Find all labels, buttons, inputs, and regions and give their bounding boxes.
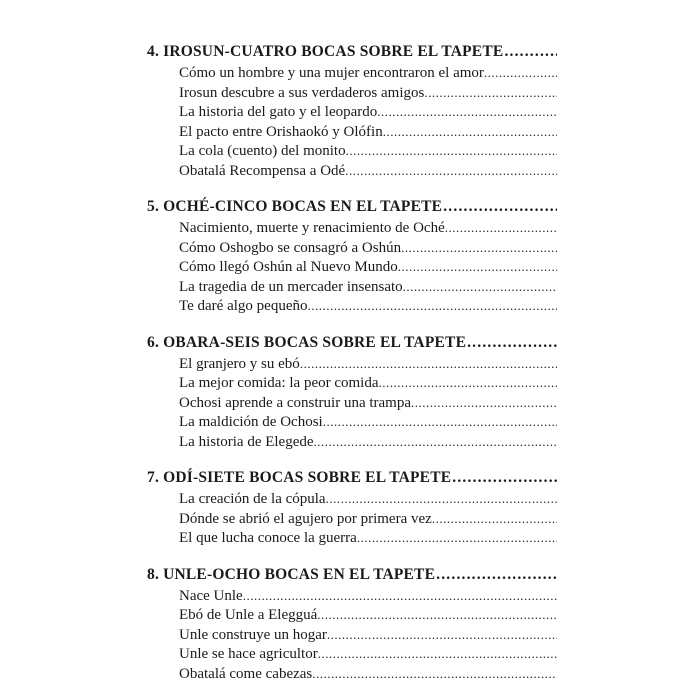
- dot-leader: [432, 509, 557, 529]
- toc-entry: [179, 238, 557, 258]
- dot-leader: [398, 257, 557, 277]
- toc-entry-title: La historia del gato y el leopardo: [179, 104, 378, 120]
- dot-leader: [312, 664, 557, 684]
- toc-entry-title: La historia de Elegede: [179, 433, 314, 450]
- toc-entry: [179, 393, 557, 413]
- toc-entry: [179, 141, 557, 161]
- toc-entry-title: La cola (cuento) del monito: [179, 143, 346, 159]
- toc-section-7: [147, 467, 557, 548]
- section-heading-text: 8. UNLE-OCHO BOCAS EN EL TAPETE: [147, 565, 436, 583]
- dot-leader: [401, 238, 557, 258]
- section-heading-text: 6. OBARA-SEIS BOCAS SOBRE EL TAPETE: [147, 333, 467, 351]
- section-heading: [147, 564, 557, 586]
- toc-entry-title: Unle construye un hogar: [179, 626, 327, 643]
- dot-leader: [300, 354, 557, 374]
- toc-section-6: [147, 332, 557, 452]
- dot-leader: [504, 41, 557, 63]
- toc-entry-title: Te daré algo pequeño: [179, 298, 308, 314]
- dot-leader: [452, 467, 557, 489]
- toc-entry-title: La creación de la cópula: [179, 491, 326, 507]
- dot-leader: [307, 296, 557, 316]
- toc-entry-title: La tragedia de un mercader insensato: [179, 278, 403, 295]
- toc-entry-title: El granjero y su ebó: [179, 355, 300, 372]
- toc-entry: [179, 625, 557, 645]
- toc-section-8: [147, 564, 557, 684]
- toc-entry-title: Dónde se abrió el agujero por primera vez: [179, 510, 432, 527]
- toc-section-4: [147, 41, 557, 180]
- toc-entry: [179, 102, 557, 122]
- toc-entry-title: El pacto entre Orishaokó y Olófin: [179, 123, 383, 140]
- toc-entry-title: Unle se hace agricultor: [179, 646, 318, 662]
- toc-entry: [179, 83, 557, 103]
- dot-leader: [314, 432, 557, 452]
- dot-leader: [403, 277, 557, 297]
- section-heading: [147, 467, 557, 489]
- toc-entry-title: Obatalá come cabezas: [179, 665, 313, 682]
- toc-entry-title: Irosun descubre a sus verdaderos amigos: [179, 84, 425, 101]
- toc-entry: [179, 664, 557, 684]
- toc-entry-title: El que lucha conoce la guerra: [179, 530, 357, 546]
- dot-leader: [467, 332, 557, 354]
- toc-entry: [179, 296, 557, 316]
- section-heading: [147, 332, 557, 354]
- toc-entry: [179, 354, 557, 374]
- toc-entry-title: Obatalá Recompensa a Odé: [179, 162, 346, 179]
- toc-entry: [179, 586, 557, 606]
- toc-entry: [179, 63, 557, 83]
- toc-entry: [179, 161, 557, 181]
- dot-leader: [318, 644, 557, 664]
- toc-entry: [179, 277, 557, 297]
- dot-leader: [443, 196, 557, 218]
- toc-entry: [179, 644, 557, 664]
- dot-leader: [326, 489, 557, 509]
- toc-entry-title: La mejor comida: la peor comida: [179, 375, 379, 391]
- toc-entry: [179, 528, 557, 548]
- dot-leader: [383, 122, 557, 142]
- dot-leader: [327, 625, 557, 645]
- dot-leader: [346, 141, 557, 161]
- toc-entry-title: Cómo llegó Oshún al Nuevo Mundo: [179, 259, 398, 275]
- toc-entry: [179, 432, 557, 452]
- toc-entry: [179, 509, 557, 529]
- toc-entry-title: La maldición de Ochosi: [179, 414, 323, 430]
- toc-entry: [179, 489, 557, 509]
- section-heading-text: 5. OCHÉ-CINCO BOCAS EN EL TAPETE: [147, 198, 443, 215]
- toc-entry-title: Nacimiento, muerte y renacimiento de Oché: [179, 220, 445, 236]
- section-heading-text: 4. IROSUN-CUATRO BOCAS SOBRE EL TAPETE: [147, 43, 504, 60]
- dot-leader: [345, 161, 557, 181]
- toc-entry-title: Ebó de Unle a Elegguá: [179, 607, 318, 623]
- toc-entry-title: Ochosi aprende a construir una trampa: [179, 394, 411, 411]
- section-heading: [147, 41, 557, 63]
- dot-leader: [243, 586, 557, 606]
- dot-leader: [379, 373, 557, 393]
- dot-leader: [357, 528, 557, 548]
- toc-entry: [179, 373, 557, 393]
- dot-leader: [436, 564, 557, 586]
- dot-leader: [323, 412, 557, 432]
- section-heading-text: 7. ODÍ-SIETE BOCAS SOBRE EL TAPETE: [147, 469, 452, 486]
- toc-entry-title: Nace Unle: [179, 587, 243, 604]
- toc-entry: [179, 605, 557, 625]
- section-heading: [147, 196, 557, 218]
- toc-entry: [179, 257, 557, 277]
- toc-entry-title: Cómo un hombre y una mujer encontraron el amor: [179, 65, 484, 81]
- toc-entry-title: Cómo Oshogbo se consagró a Oshún: [179, 239, 402, 256]
- toc-section-5: [147, 196, 557, 316]
- dot-leader: [424, 83, 557, 103]
- dot-leader: [317, 605, 557, 625]
- table-of-contents: [147, 41, 557, 699]
- toc-entry: [179, 412, 557, 432]
- toc-entry: [179, 122, 557, 142]
- dot-leader: [484, 63, 557, 83]
- dot-leader: [445, 218, 557, 238]
- dot-leader: [377, 102, 557, 122]
- toc-entry: [179, 218, 557, 238]
- dot-leader: [411, 393, 557, 413]
